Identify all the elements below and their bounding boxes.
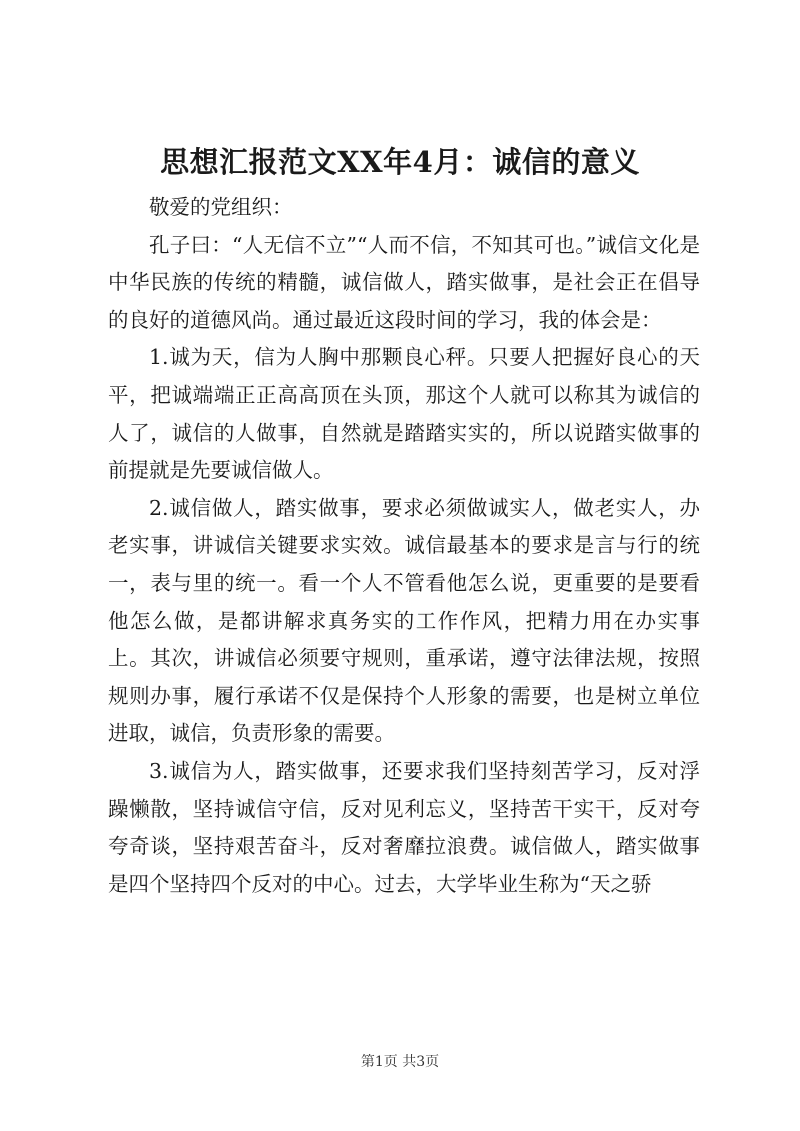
paragraph-intro: 孔子曰：“人无信不立”“人而不信，不知其可也。”诚信文化是中华民族的传统的精髓，诚信做人，踏实做事，是社会正在倡导的良好的道德风尚。通过最近这段时间的学习，我的体会是： — [108, 232, 700, 332]
document-title: 思想汇报范文XX年4月：诚信的意义 — [160, 145, 640, 179]
paragraph-point-1: 1.诚为天，信为人胸中那颗良心秤。只要人把握好良心的天平，把诚端端正正高高顶在头顶，那这个人就可以称其为诚信的人了，诚信的人做事，自然就是踏踏实实的，所以说踏实做事的前提就是先要诚信做人。 — [108, 345, 700, 483]
paragraph-point-2: 2.诚信做人，踏实做事，要求必须做诚实人，做老实人，办老实事，讲诚信关键要求实效。诚信最基本的要求是言与行的统一，表与里的统一。看一个人不管看他怎么说，更重要的是要看他怎么做，是都讲解求真务实的工作作风，把精力用在办实事上。其次，讲诚信必须要守规则，重承诺，遵守法律法规，按照规则办事，履行承诺不仅是保持个人形象的需要，也是树立单位进取，诚信，负责形象的需要。 — [108, 495, 700, 746]
salutation: 敬爱的党组织： — [149, 195, 293, 219]
document-body — [108, 189, 700, 903]
paragraph-point-3: 3.诚信为人，踏实做事，还要求我们坚持刻苦学习，反对浮躁懒散，坚持诚信守信，反对见利忘义，坚持苦干实干，反对夸夸奇谈，坚持艰苦奋斗，反对奢靡拉浪费。诚信做人，踏实做事是四个坚持四个反对的中心。过去，大学毕业生称为“天之骄 — [108, 758, 700, 896]
page-number-footer: 第1页 共3页 — [360, 1054, 440, 1070]
